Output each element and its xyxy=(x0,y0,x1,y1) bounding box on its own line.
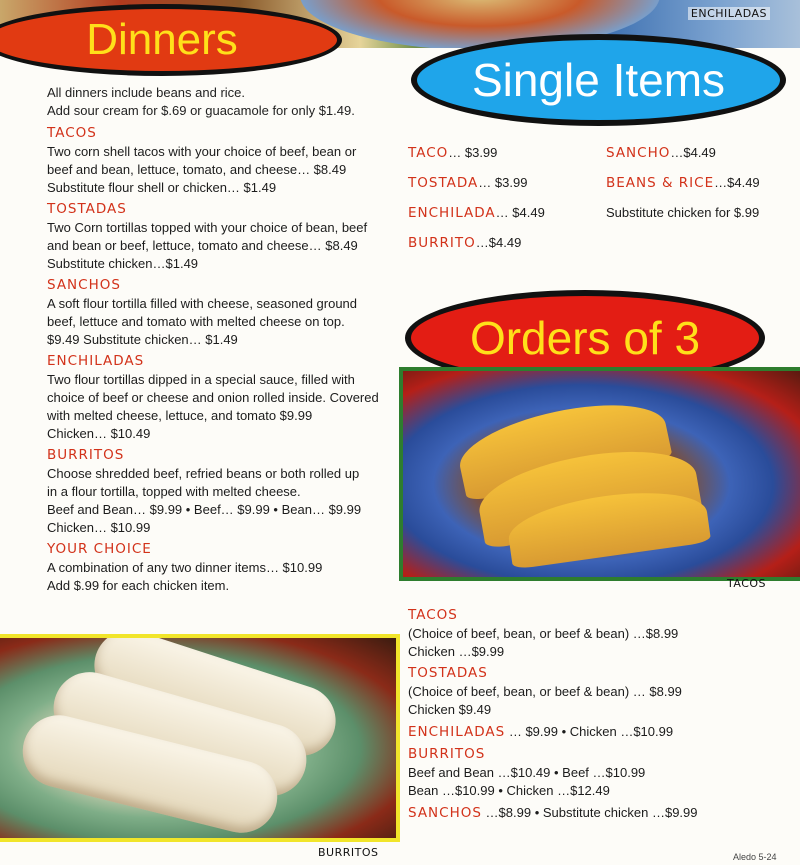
single-item-price: … $4.49 xyxy=(495,205,545,220)
dinners-section xyxy=(47,84,392,598)
order-item-name: ENCHILADAS xyxy=(408,724,506,740)
dinner-item-description: Choose shredded beef, refried beans or both rolled up xyxy=(47,466,360,481)
burritos-photo-image xyxy=(0,638,396,838)
single-items-left-column xyxy=(408,144,598,264)
order-item xyxy=(408,606,800,661)
orders-of-3-heading-text: Orders of 3 xyxy=(469,312,701,364)
dinners-intro-line: Add sour cream for $.69 or guacamole for only $1.49. xyxy=(47,103,355,118)
dinner-item-description: in a flour tortilla, topped with melted cheese. xyxy=(47,484,301,499)
single-item xyxy=(408,174,598,192)
tacos-caption: TACOS xyxy=(727,577,767,590)
order-item xyxy=(408,722,800,742)
order-item xyxy=(408,803,800,823)
single-item-name: BEANS & RICE xyxy=(606,175,715,191)
order-item-description: Beef and Bean …$10.49 • Beef …$10.99 xyxy=(408,765,646,780)
dinner-item-description: choice of beef or cheese and onion rolled inside. Covered xyxy=(47,390,379,405)
order-item-price: … $9.99 • Chicken …$10.99 xyxy=(505,724,674,739)
single-item-price: … $3.99 xyxy=(448,145,498,160)
dinner-item xyxy=(47,540,392,595)
dinner-item-name: TOSTADAS xyxy=(47,201,127,217)
dinner-item-name: YOUR CHOICE xyxy=(47,541,152,557)
dinner-item-description: Two corn shell tacos with your choice of beef, bean or xyxy=(47,144,357,159)
order-item xyxy=(408,664,800,719)
single-item xyxy=(606,144,796,162)
order-item-name: BURRITOS xyxy=(408,746,486,762)
order-item-row xyxy=(408,803,800,823)
order-item-row xyxy=(408,722,800,742)
dinner-item-description: Chicken… $10.99 xyxy=(47,520,151,535)
dinner-item-name: TACOS xyxy=(47,125,97,141)
burritos-photo xyxy=(0,634,400,842)
single-item-name: TOSTADA xyxy=(408,175,479,191)
burritos-caption: BURRITOS xyxy=(318,846,379,859)
dinner-item-description: Beef and Bean… $9.99 • Beef… $9.99 • Bean… $9.99 xyxy=(47,502,362,517)
single-item-price: …$4.49 xyxy=(475,235,522,250)
dinners-heading xyxy=(0,4,342,76)
dinner-item-description: $9.49 Substitute chicken… $1.49 xyxy=(47,332,238,347)
dinner-item-description: beef and bean, lettuce, tomato, and cheese… $8.49 xyxy=(47,162,347,177)
orders-of-3-section xyxy=(408,606,800,826)
single-item xyxy=(606,174,796,192)
dinner-item-name: BURRITOS xyxy=(47,447,125,463)
single-items-heading-text: Single Items xyxy=(471,54,726,106)
dinner-item-description: A combination of any two dinner items… $10.99 xyxy=(47,560,323,575)
dinner-item-description: Chicken… $10.49 xyxy=(47,426,151,441)
dinner-item xyxy=(47,352,392,443)
dinner-item-description: Substitute chicken…$1.49 xyxy=(47,256,199,271)
single-items-right-column xyxy=(606,144,796,234)
dinner-item-name: ENCHILADAS xyxy=(47,353,145,369)
footer-code: Aledo 5-24 xyxy=(733,852,777,862)
dinners-item-list xyxy=(47,124,392,595)
single-item xyxy=(408,204,598,222)
dinner-item-name: SANCHOS xyxy=(47,277,121,293)
orders-item-list xyxy=(408,606,800,823)
dinner-item-description: beef, lettuce and tomato with melted cheese on top. xyxy=(47,314,345,329)
single-item-price: …$4.49 xyxy=(714,175,760,190)
single-item-name: BURRITO xyxy=(408,235,476,251)
order-item-description: Chicken $9.49 xyxy=(408,702,492,717)
order-item-description: (Choice of beef, bean, or beef & bean) …$8.99 xyxy=(408,626,679,641)
single-item xyxy=(408,234,598,252)
order-item-name: SANCHOS xyxy=(408,805,482,821)
single-item-price: …$4.49 xyxy=(670,145,716,160)
order-item-price: …$8.99 • Substitute chicken …$9.99 xyxy=(481,805,698,820)
dinner-item xyxy=(47,446,392,537)
dinners-intro xyxy=(47,84,392,120)
single-item-price: … $3.99 xyxy=(478,175,528,190)
enchiladas-caption: ENCHILADAS xyxy=(688,7,770,20)
dinner-item-description: and bean or beef, lettuce, tomato and cheese… $8.49 xyxy=(47,238,358,253)
order-item xyxy=(408,745,800,800)
dinner-item xyxy=(47,200,392,273)
dinner-item-description: Substitute flour shell or chicken… $1.49 xyxy=(47,180,277,195)
single-item-name: TACO xyxy=(408,145,449,161)
order-item-description: (Choice of beef, bean, or beef & bean) … $8.99 xyxy=(408,684,682,699)
dinner-item xyxy=(47,124,392,197)
single-items-note: Substitute chicken for $.99 xyxy=(606,205,760,220)
dinners-heading-text: Dinners xyxy=(86,15,238,64)
single-item xyxy=(408,144,598,162)
dinner-item-description: A soft flour tortilla filled with cheese, seasoned ground xyxy=(47,296,358,311)
single-item-name: SANCHO xyxy=(606,145,671,161)
order-item-description: Chicken …$9.99 xyxy=(408,644,505,659)
single-item-name: ENCHILADA xyxy=(408,205,496,221)
order-item-name: TACOS xyxy=(408,607,458,623)
single-items-heading xyxy=(411,34,786,126)
tacos-photo-image xyxy=(403,371,800,577)
order-item-name: TOSTADAS xyxy=(408,665,488,681)
order-item-description: Bean …$10.99 • Chicken …$12.49 xyxy=(408,783,610,798)
dinner-item xyxy=(47,276,392,349)
dinner-item-description: Add $.99 for each chicken item. xyxy=(47,578,230,593)
dinners-intro-line: All dinners include beans and rice. xyxy=(47,85,246,100)
dinner-item-description: Two Corn tortillas topped with your choice of bean, beef xyxy=(47,220,368,235)
dinner-item-description: with melted cheese, lettuce, and tomato $9.99 xyxy=(47,408,313,423)
dinner-item-description: Two flour tortillas dipped in a special sauce, filled with xyxy=(47,372,355,387)
tacos-photo xyxy=(399,367,800,581)
